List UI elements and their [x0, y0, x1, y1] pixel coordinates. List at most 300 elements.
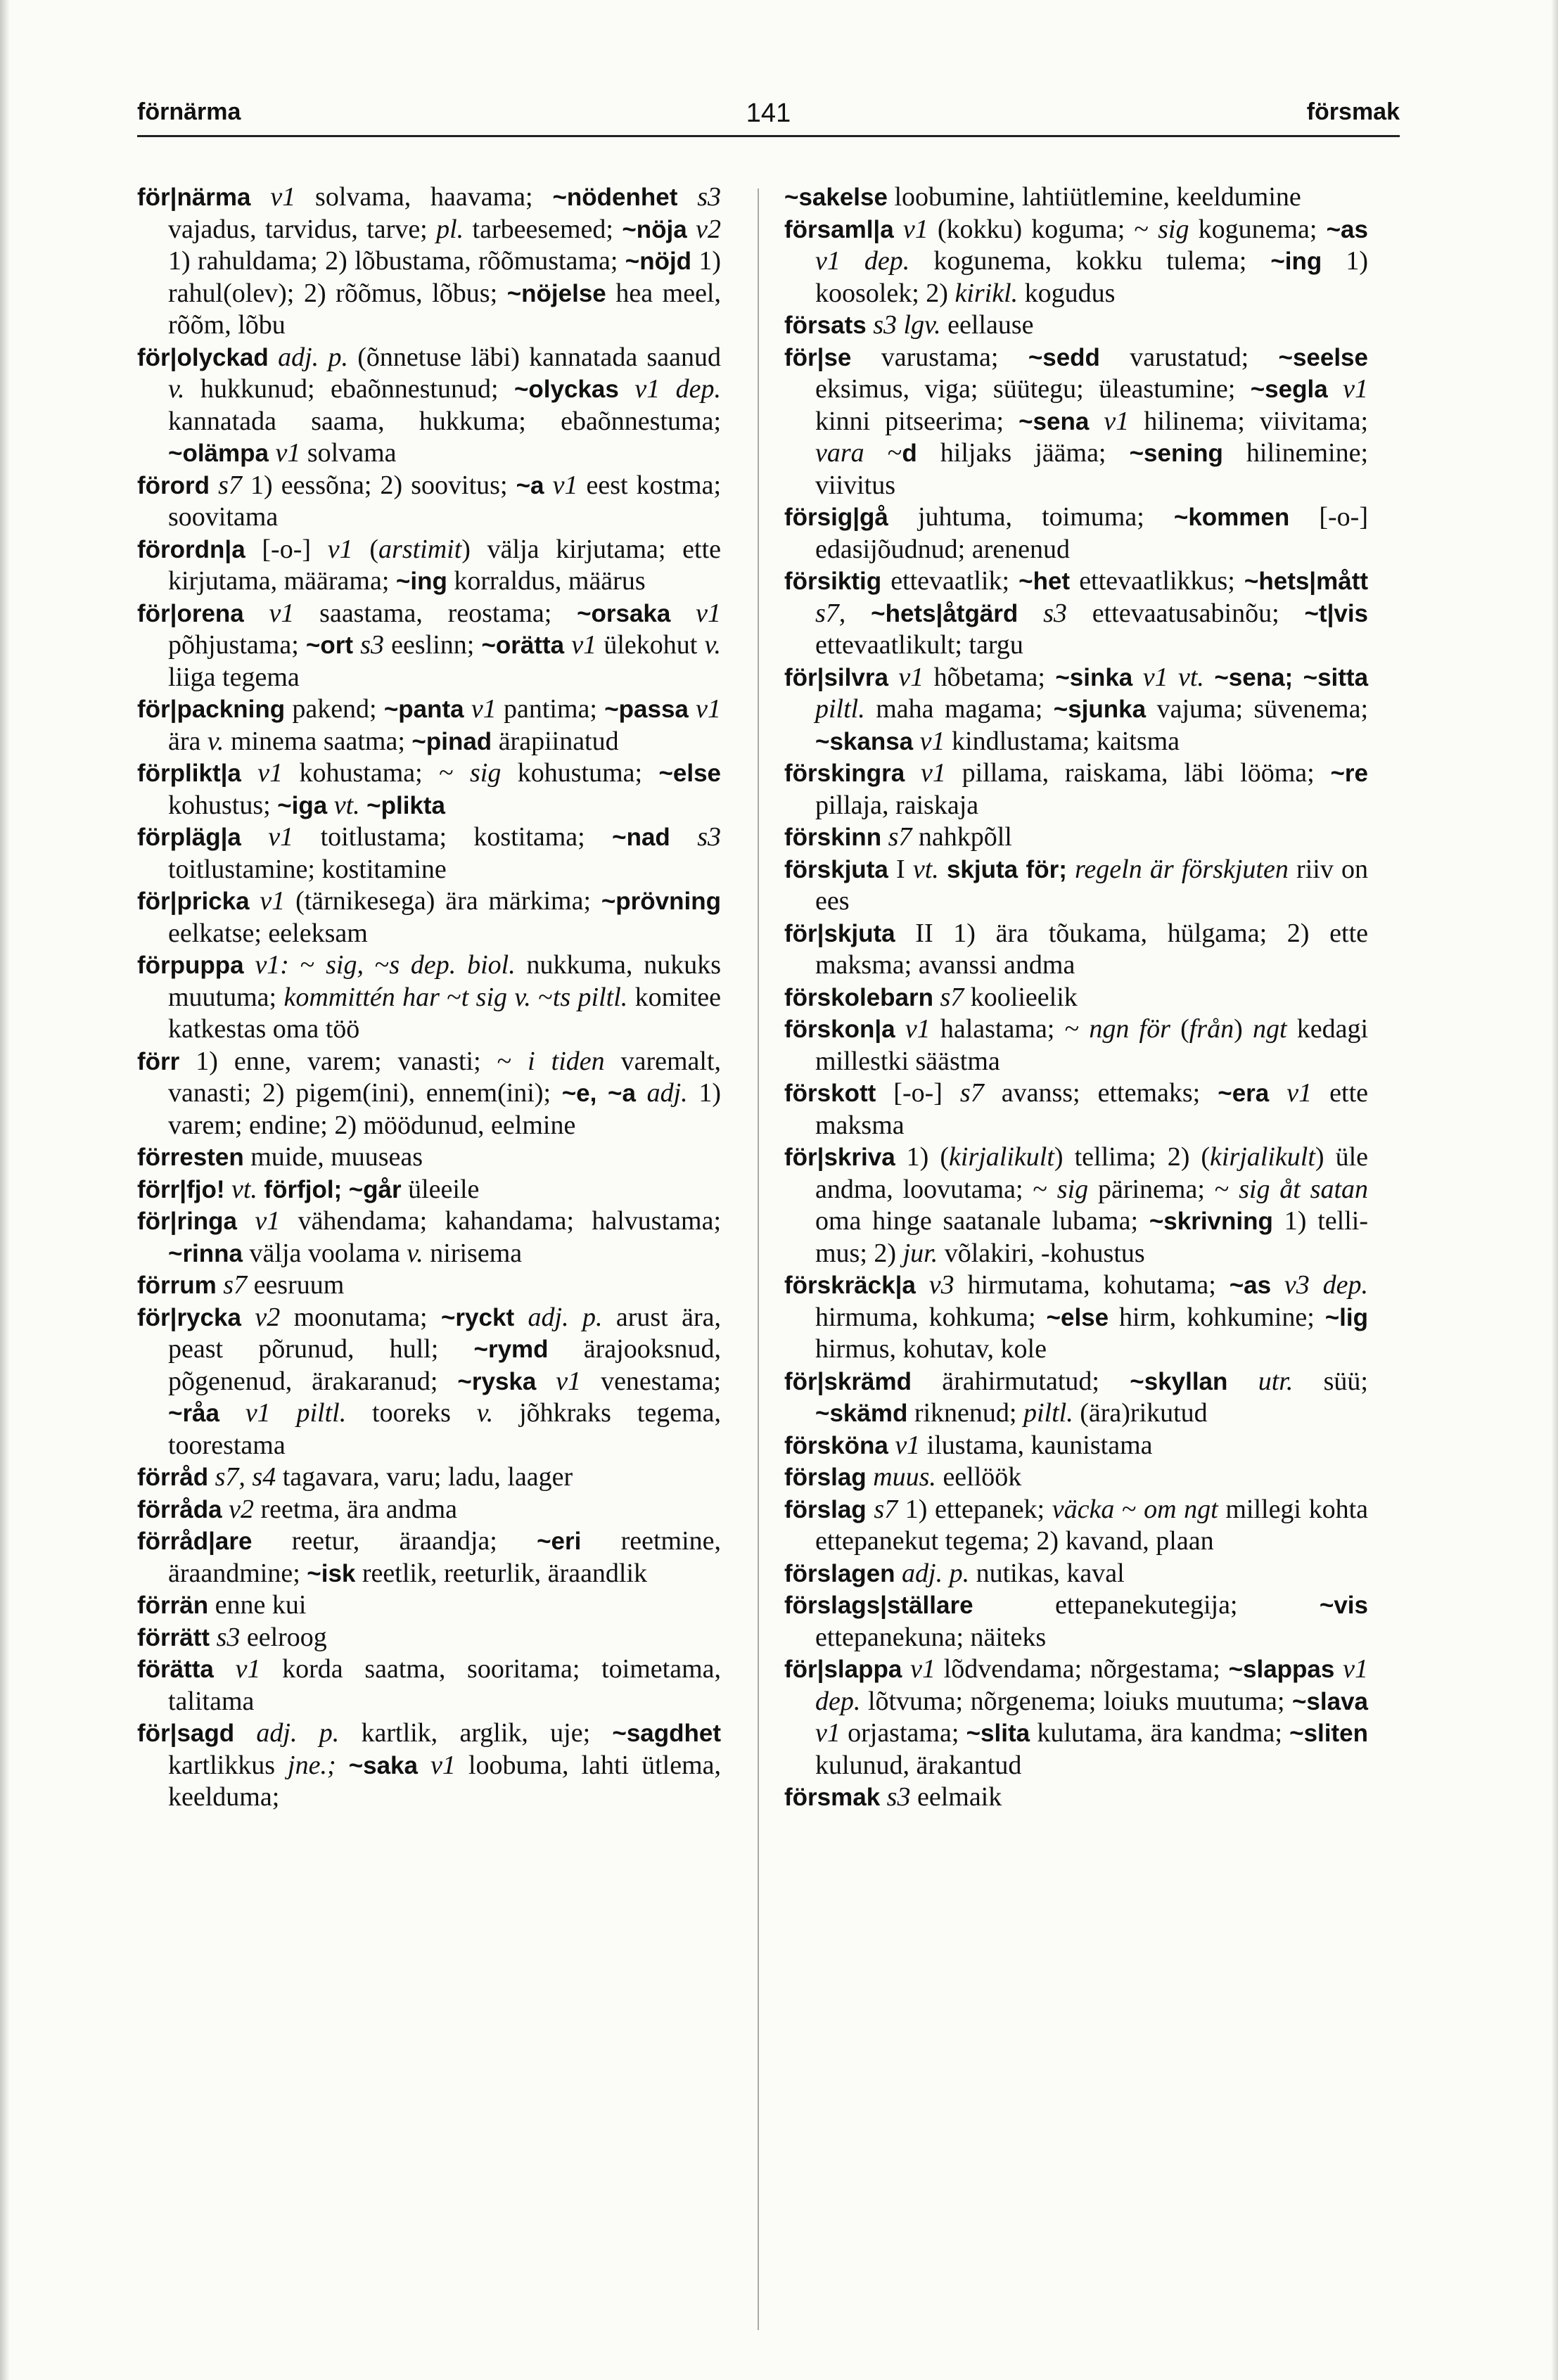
dictionary-entry [784, 1558, 1368, 1590]
definition-text: pantima; [496, 694, 605, 724]
headword: ~saka [348, 1751, 418, 1779]
headword: ~as [1326, 215, 1368, 243]
definition-text: [-o-] [245, 534, 328, 564]
grammar-label: v1 piltl. [245, 1398, 347, 1428]
definition-text [219, 1398, 245, 1428]
definition-text: kindlustama; kaitsma [945, 726, 1180, 756]
definition-text [241, 758, 257, 788]
definition-text: nirisema [423, 1238, 523, 1268]
headword: ~sinka [1055, 663, 1133, 691]
definition-text: hirmuma, kohkuma; [815, 1270, 1375, 1332]
headword: för|se [784, 343, 852, 371]
grammar-label: vt. [231, 1174, 257, 1204]
definition-text: halastama; ~ [930, 1014, 1090, 1044]
dictionary-entry [137, 598, 728, 694]
headword: ~skansa [815, 727, 914, 755]
dictionary-entry [137, 1269, 721, 1302]
headword: förpläg|a [137, 824, 241, 851]
definition-text [888, 1431, 895, 1460]
grammar-label: muus. [873, 1462, 936, 1492]
definition-text: pakend; [285, 694, 384, 724]
headword: ~skrivning [1149, 1208, 1273, 1235]
dictionary-entry [784, 982, 1368, 1014]
definition-text: kartlikkus [168, 1718, 728, 1780]
definition-text [905, 758, 921, 788]
grammar-label: v. [476, 1398, 494, 1428]
definition-text [895, 1014, 905, 1044]
headword: ~skyllan [1130, 1367, 1228, 1395]
definition-text: ettevaatlikult; targu [815, 598, 1375, 660]
headword: förfjol; [264, 1175, 343, 1203]
definition-text [224, 1175, 231, 1204]
definition-text [867, 1462, 874, 1492]
definition-text: lõdvendama; nõrgestama; [935, 1654, 1229, 1684]
headword: förplikt|a [137, 760, 241, 787]
definition-text: ~ [864, 438, 902, 468]
definition-text: eest kostma; soovitama [168, 470, 728, 532]
grammar-label: adj. [646, 1078, 688, 1108]
definition-text [1018, 599, 1043, 628]
headword: ~slappas [1228, 1656, 1335, 1683]
definition-text: ~ [1114, 1494, 1144, 1524]
headword: förskjuta [784, 855, 888, 883]
definition-text: hõbetama; [924, 662, 1056, 692]
dictionary-entry [784, 1141, 1375, 1269]
definition-text: eellause [940, 310, 1034, 340]
definition-text: eellöök [936, 1462, 1022, 1492]
page-number: 141 [746, 98, 791, 128]
grammar-label: s3 [886, 1782, 911, 1812]
definition-text: kinni pitseerima; [815, 374, 1375, 436]
definition-text [1328, 374, 1343, 404]
dictionary-entry [137, 1205, 728, 1269]
definition-text: ära [168, 694, 728, 756]
grammar-label: v. [207, 726, 224, 756]
headword: för|rycka [137, 1303, 241, 1331]
grammar-label: s7 [888, 822, 912, 852]
headword: förråda [137, 1495, 222, 1523]
grammar-label: adj. p. [528, 1302, 603, 1332]
headword: ~sena; [1214, 663, 1294, 691]
definition-text: kartlik, arglik, uje; [339, 1718, 613, 1748]
grammar-label: s3 lgv. [873, 310, 941, 340]
definition-text: ettevaatlikkus; [1070, 566, 1244, 596]
dictionary-entry [784, 342, 1375, 502]
definition-text [1132, 663, 1142, 692]
definition-text [210, 1623, 217, 1652]
definition-text: kogunema, kokku tulema; [909, 246, 1271, 276]
definition-text: (tärnikesega) ära märkima; [285, 886, 601, 916]
headword: förr|fjo! [137, 1175, 225, 1203]
headword: förskräck|a [784, 1272, 916, 1299]
definition-text: [-o-] edasijõudnud; arenenud [815, 502, 1375, 564]
definition-text: tagavara, varu; ladu, laager [276, 1462, 573, 1492]
definition-text [881, 822, 888, 852]
grammar-label: v1 [1286, 1078, 1313, 1108]
definition-text [208, 1462, 215, 1492]
definition-text: tarbeesemed; [464, 214, 622, 244]
dictionary-entry [784, 501, 1375, 565]
headword: förätta [137, 1656, 214, 1683]
headword: ~hets|åtgärd [871, 599, 1019, 627]
definition-text: kohustuma; [501, 758, 659, 788]
definition-text: vajadus, tarvidus, tarve; [168, 182, 728, 244]
definition-text: ( [1170, 1014, 1189, 1044]
headword: ~panta [383, 696, 464, 723]
dictionary-entry [137, 534, 728, 598]
headword: församl|a [784, 215, 894, 243]
definition-text [933, 983, 940, 1012]
grammar-label: v1 [919, 726, 945, 756]
headword: ~nödenhet [552, 184, 678, 211]
definition-text: moonutama; [280, 1302, 441, 1332]
definition-text: eksimus, viga; süütegu; üleastumine; [815, 342, 1375, 404]
grammar-label: v1 [1104, 406, 1130, 436]
dictionary-entry [137, 1589, 721, 1622]
grammar-label: piltl. [1023, 1398, 1073, 1428]
definition-text: minema saatma; [224, 726, 412, 756]
definition-text: avanss; ettemaks; [983, 1078, 1218, 1108]
grammar-label: adj. p. [278, 342, 348, 372]
definition-text: süü; [1293, 1366, 1375, 1396]
definition-text: juhtuma, toimuma; [888, 502, 1174, 532]
definition-text: ) välja kirjutama; ette kirjutama, määrama; [168, 534, 728, 596]
definition-text: I [888, 854, 913, 884]
definition-text: (ära)rikutud [1073, 1398, 1208, 1428]
grammar-label: ngt [1252, 1014, 1287, 1044]
definition-text: kogudus [1018, 278, 1116, 308]
definition-text: kannatada saama, hukkuma; ebaõnnestuma; [168, 374, 728, 436]
definition-text: nukkuma, nukuks muutuma; [168, 950, 728, 1012]
definition-text [1334, 1654, 1343, 1684]
right-column [784, 181, 1375, 1814]
dictionary-entry [137, 1494, 721, 1526]
definition-text: ) tellima; 2) ( [1054, 1142, 1211, 1172]
definition-text [1271, 1270, 1284, 1300]
definition-text: kedagi millestki säästma [815, 1014, 1375, 1076]
page-edge-shadow-left [0, 0, 10, 2380]
definition-text [1368, 663, 1375, 692]
headword: d [902, 440, 917, 467]
grammar-label: s dep. biol. [389, 950, 516, 980]
headword: ~vis [1319, 1592, 1368, 1619]
definition-text: eelmaik [910, 1782, 1002, 1812]
grammar-label: pl. [436, 214, 464, 244]
definition-text: hirmus, kohutav, kole [815, 1302, 1375, 1364]
dictionary-entry [784, 757, 1375, 821]
grammar-label: s3 [216, 1622, 241, 1652]
definition-text: nahkpõll [912, 822, 1012, 852]
dictionary-entry [137, 1525, 728, 1589]
headword: ~sakelse [784, 184, 888, 211]
definition-text: muide, muuseas [243, 1142, 423, 1172]
headword: för|ringa [137, 1208, 238, 1235]
definition-text [888, 663, 898, 692]
headword: för|sagd [137, 1720, 235, 1747]
definition-text [1368, 215, 1375, 244]
dictionary-entry [137, 1653, 728, 1717]
grammar-label: adj. p. [902, 1558, 970, 1588]
headword: ~sena [1019, 407, 1090, 435]
definition-text: 1) rahul(olev); 2) rõõmus, lõbus; [168, 246, 728, 308]
headword: för|orena [137, 599, 244, 627]
definition-text [244, 950, 255, 980]
headword: ~t|vis [1304, 599, 1369, 627]
headword: ~slita [966, 1720, 1030, 1747]
headword: för|skrämd [784, 1367, 912, 1395]
headword: för|slappa [784, 1656, 902, 1683]
grammar-label: arstimit [378, 534, 462, 564]
definition-text: kohustama; ~ [283, 758, 470, 788]
definition-text [214, 1654, 236, 1684]
headword: ~kommen [1173, 504, 1290, 531]
headword: ~nöjelse [506, 279, 606, 307]
grammar-label: v1 [696, 694, 721, 724]
headword: förskingra [784, 760, 905, 787]
dictionary-entry [137, 1302, 728, 1462]
definition-text: hukkunud; ebaõnnestunud; [184, 374, 514, 404]
definition-text: reetur, äraandja; [252, 1526, 537, 1556]
definition-text: ~ [363, 950, 390, 980]
definition-text: (õnnetuse läbi) kannatada saanud [347, 342, 728, 372]
definition-text: loobuma, lahti ütlema, keelduma; [168, 1750, 728, 1812]
definition-text: venestama; [581, 1366, 728, 1396]
definition-text: hiljaks jääma; [917, 438, 1130, 468]
grammar-label: v1: [255, 950, 289, 980]
grammar-label: ngn för [1089, 1014, 1170, 1044]
definition-text: ette maksma [815, 1078, 1375, 1140]
grammar-label: v1 [1343, 374, 1368, 404]
definition-text [845, 599, 871, 628]
definition-text: ~ [439, 982, 461, 1012]
definition-text: ärapiinatud [492, 726, 619, 756]
grammar-label: v1 [815, 1718, 841, 1748]
definition-text: millegi kohta ettepanekut tegema; 2) kavand, plaan [815, 1494, 1375, 1556]
dictionary-entry [137, 1046, 728, 1142]
definition-text [1227, 1367, 1258, 1396]
definition-text [336, 1751, 349, 1780]
definition-text [564, 630, 571, 660]
grammar-label: v1 [270, 182, 296, 212]
definition-text: ~ [288, 950, 326, 980]
dictionary-entry [137, 885, 728, 949]
headword: ~slava [1291, 1687, 1368, 1715]
grammar-label: v1 [471, 694, 497, 724]
definition-text: 1) varem; endine; 2) möödunud, eelmine [168, 1078, 728, 1140]
grammar-label: s7, s4 [215, 1462, 276, 1492]
headword: ~ing [1270, 248, 1322, 275]
headword: förråd|are [137, 1528, 253, 1555]
definition-text: pärinema; ~ [1088, 1174, 1239, 1204]
page-edge-shadow-right [1551, 0, 1558, 2380]
definition-text [867, 310, 874, 340]
definition-text: hilinema; viivitama; [1129, 406, 1375, 436]
definition-text [241, 1303, 255, 1332]
headword: ~else [1046, 1303, 1109, 1331]
dictionary-entry [137, 342, 728, 470]
definition-text: solvama [300, 438, 397, 468]
headword: förslag [784, 1495, 867, 1523]
grammar-label: kommittén har [283, 982, 440, 1012]
headword: ~ryska [457, 1367, 537, 1395]
headword: förslags|ställare [784, 1592, 973, 1619]
last-guide-word: försmak [1306, 98, 1400, 125]
definition-text: hirm, kohkumine; [1109, 1302, 1325, 1332]
definition-text: pillaja, raiskaja [815, 758, 1375, 820]
definition-text: eeslinn; [383, 630, 482, 660]
definition-text: ) üle andma, loovutama; ~ [815, 1142, 1375, 1204]
grammar-label: jne.; [288, 1750, 336, 1780]
definition-text [894, 215, 903, 244]
grammar-label: v1 [895, 1430, 921, 1460]
definition-text [867, 1495, 874, 1524]
headword: förslag [784, 1464, 867, 1491]
grammar-label: v1 [260, 886, 286, 916]
definition-text [1368, 1687, 1375, 1716]
definition-text [222, 1495, 229, 1524]
definition-text: maha magama; [864, 694, 1054, 724]
definition-text: solvama, haavama; [295, 182, 553, 212]
headword: ~plikta [366, 791, 446, 819]
headword: förslagen [784, 1559, 895, 1587]
headword: ~ryckt [440, 1303, 515, 1331]
headword: ~olyckas [513, 376, 619, 403]
definition-text: hilinemine; viivitus [815, 438, 1375, 500]
grammar-label: v1 [905, 1014, 931, 1044]
definition-text: reetmine, äraandmine; [168, 1526, 728, 1588]
headword: ~råa [168, 1400, 219, 1427]
definition-text: 1) koosolek; 2) [815, 246, 1375, 308]
definition-text: enne kui [208, 1590, 307, 1620]
headword: ~eri [537, 1528, 582, 1555]
grammar-label: v1 [920, 758, 946, 788]
dictionary-entry [784, 1653, 1375, 1781]
dictionary-entry [784, 1269, 1375, 1366]
grammar-label: v1 [571, 630, 597, 660]
definition-text [210, 471, 218, 500]
headword: ~era [1218, 1080, 1270, 1107]
definition-text: eesruum [247, 1270, 345, 1300]
headword: skjuta för; [946, 855, 1067, 883]
definition-text [619, 374, 634, 404]
headword: för|silvra [784, 663, 888, 691]
grammar-label: v3 dep. [1284, 1270, 1369, 1300]
grammar-label: v3 [928, 1270, 954, 1300]
grammar-label: vt. [912, 854, 939, 884]
grammar-label: adj. p. [256, 1718, 340, 1748]
grammar-label: s7, [815, 598, 846, 628]
definition-text [234, 1718, 256, 1748]
dictionary-entry [784, 1781, 1368, 1814]
definition-text: vähendama; kahandama; halvustama; [280, 1206, 728, 1236]
grammar-label: kirjalikult [949, 1142, 1054, 1172]
definition-text [418, 1751, 430, 1780]
definition-text: II 1) ära tõukama, hülgama; 2) ette maksma; avanssi andma [815, 918, 1375, 980]
dictionary-entry [137, 1622, 721, 1654]
definition-text [1368, 566, 1375, 596]
headword: ~iga [277, 791, 328, 819]
headword: försats [784, 312, 867, 339]
dictionary-entry [784, 181, 1368, 214]
dictionary-entry [784, 854, 1375, 918]
definition-text: 1) eessõna; 2) soovitus; [241, 470, 516, 500]
grammar-label: s3 [697, 182, 722, 212]
definition-text [596, 1078, 608, 1108]
headword: förskon|a [784, 1016, 895, 1043]
dictionary-entry [137, 181, 728, 342]
headword: ~går [348, 1175, 402, 1203]
grammar-label: v1 vt. [1142, 662, 1204, 692]
definition-text [241, 822, 268, 852]
headword: för|närma [137, 184, 251, 211]
dictionary-entry [784, 918, 1375, 982]
dictionary-entry [784, 662, 1375, 758]
definition-text [250, 886, 260, 916]
headword: förord [137, 471, 210, 499]
definition-text: oma hinge saatanale lubama; [815, 1174, 1375, 1236]
headword: ~olämpa [168, 440, 269, 467]
definition-text: reetlik, reeturlik, äraandlik [355, 1558, 648, 1588]
definition-text [353, 630, 360, 660]
first-guide-word: förnärma [137, 98, 241, 125]
definition-text: saastama, reostama; [294, 598, 577, 628]
definition-text [687, 215, 696, 244]
definition-text: tooreks [346, 1398, 477, 1428]
grammar-label: s7 [874, 1494, 898, 1524]
headword: för|skjuta [784, 919, 895, 947]
definition-text [677, 182, 697, 212]
grammar-label: v1 [269, 598, 295, 628]
dictionary-entry [784, 1013, 1375, 1077]
definition-text: varustama; [851, 342, 1028, 372]
headword: förskott [784, 1080, 876, 1107]
headword: ~e, [561, 1080, 597, 1107]
headword: ~sjunka [1053, 696, 1147, 723]
grammar-label: s7 [959, 1078, 984, 1108]
dictionary-entry [784, 1589, 1375, 1653]
definition-text: (kokku) koguma; ~ [928, 214, 1158, 244]
grammar-label: v1 [235, 1654, 261, 1684]
definition-text [244, 599, 269, 628]
definition-text [670, 822, 697, 852]
grammar-label: v1 [898, 662, 924, 692]
dictionary-entry [137, 470, 728, 534]
headword: ~nöja [622, 215, 687, 243]
grammar-label: om ngt [1144, 1494, 1218, 1524]
headword: ~skämd [815, 1400, 908, 1427]
definition-text: kogunema; [1189, 214, 1327, 244]
headword: ~else [658, 760, 721, 787]
grammar-label: v1 dep. [815, 246, 910, 276]
grammar-label: ts piltl. [552, 982, 628, 1012]
headword: försköna [784, 1431, 888, 1459]
headword: ~sagdhet [612, 1720, 722, 1747]
headword: försig|gå [784, 504, 888, 531]
grammar-label: sig [1158, 214, 1189, 244]
definition-text: komitee katkestas oma töö [168, 982, 728, 1044]
headword: ~segla [1250, 376, 1328, 403]
headword: ~nöjd [625, 248, 692, 275]
definition-text: varemalt, vanasti; 2) pigem(ini), ennem(ini); [168, 1046, 728, 1108]
headword: ~rinna [168, 1239, 243, 1267]
definition-text: korda saatma, sooritama; toimetama, talitama [168, 1654, 728, 1716]
headword: ~orätta [481, 632, 565, 659]
definition-text [1293, 663, 1303, 692]
headword: försmak [784, 1784, 881, 1811]
grammar-label: väcka [1052, 1494, 1115, 1524]
grammar-label: s7 [940, 982, 964, 1012]
definition-text [670, 599, 696, 628]
